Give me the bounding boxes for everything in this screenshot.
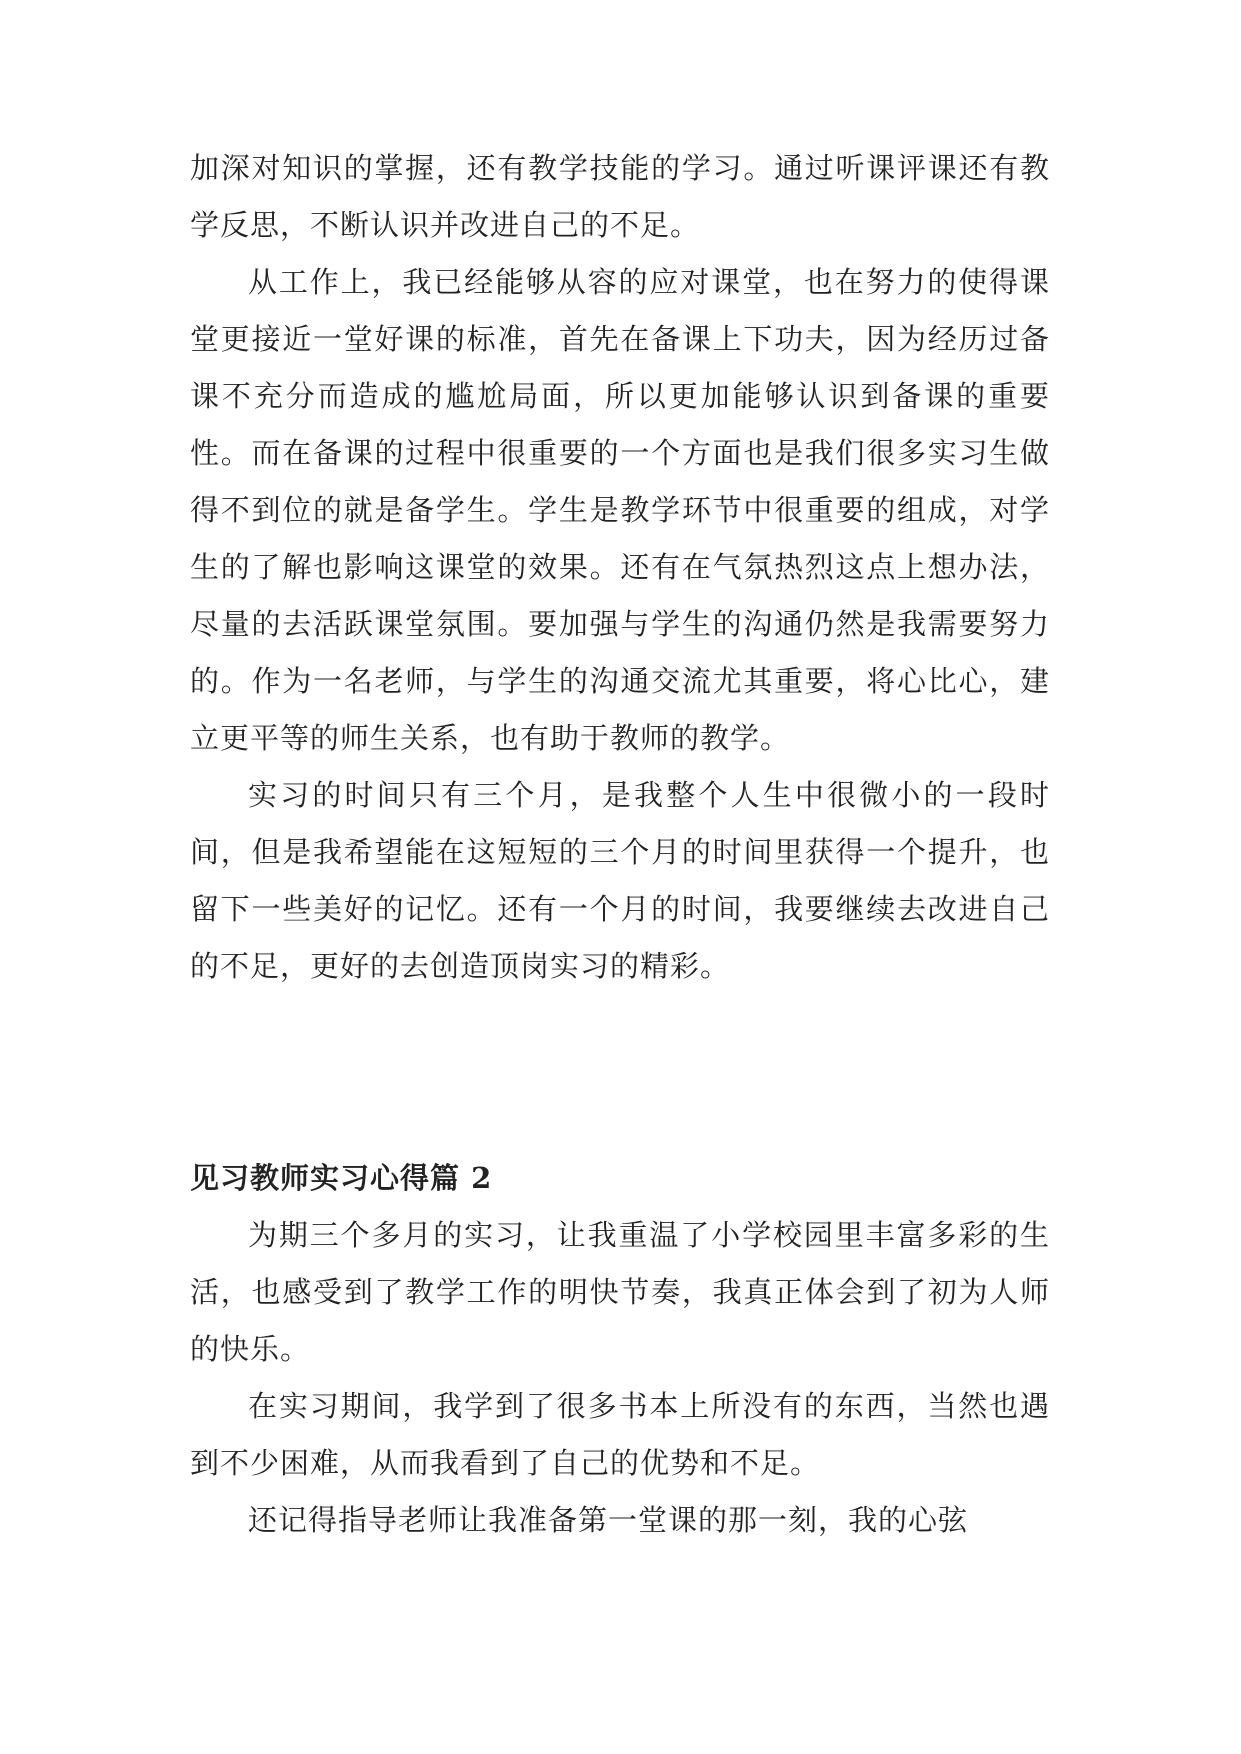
section-2-body <box>190 1207 1050 1549</box>
paragraph-work: 从工作上，我已经能够从容的应对课堂，也在努力的使得课堂更接近一堂好课的标准，首先在备课上下功夫，因为经历过备课不充分而造成的尴尬局面，所以更加能够认识到备课的重要性。而在备课的过程中很重要的一个方面也是我们很多实习生做得不到位的就是备学生。学生是教学环节中很重要的组成，对学生的了解也影响这课堂的效果。还有在气氛热烈这点上想办法，尽量的去活跃课堂氛围。要加强与学生的沟通仍然是我需要努力的。作为一名老师，与学生的沟通交流尤其重要，将心比心，建立更平等的师生关系，也有助于教师的教学。 <box>190 265 1050 755</box>
paragraph-internship-time: 实习的时间只有三个月，是我整个人生中很微小的一段时间，但是我希望能在这短短的三个月的时间里获得一个提升，也留下一些美好的记忆。还有一个月的时间，我要继续去改进自己的不足，更好的去创造顶岗实习的精彩。 <box>190 778 1050 983</box>
section-2-heading: 见习教师实习心得篇 2 <box>190 1161 493 1195</box>
section-1-body <box>190 140 1050 995</box>
paragraph-continued: 加深对知识的掌握，还有教学技能的学习。通过听课评课还有教学反思，不断认识并改进自己的不足。 <box>190 151 1050 242</box>
paragraph-intro: 为期三个多月的实习，让我重温了小学校园里丰富多彩的生活，也感受到了教学工作的明快节奏，我真正体会到了初为人师的快乐。 <box>190 1218 1050 1366</box>
paragraph-learning: 在实习期间，我学到了很多书本上所没有的东西，当然也遇到不少困难，从而我看到了自己的优势和不足。 <box>190 1389 1050 1480</box>
paragraph-first-lesson: 还记得指导老师让我准备第一堂课的那一刻，我的心弦 <box>248 1503 969 1537</box>
